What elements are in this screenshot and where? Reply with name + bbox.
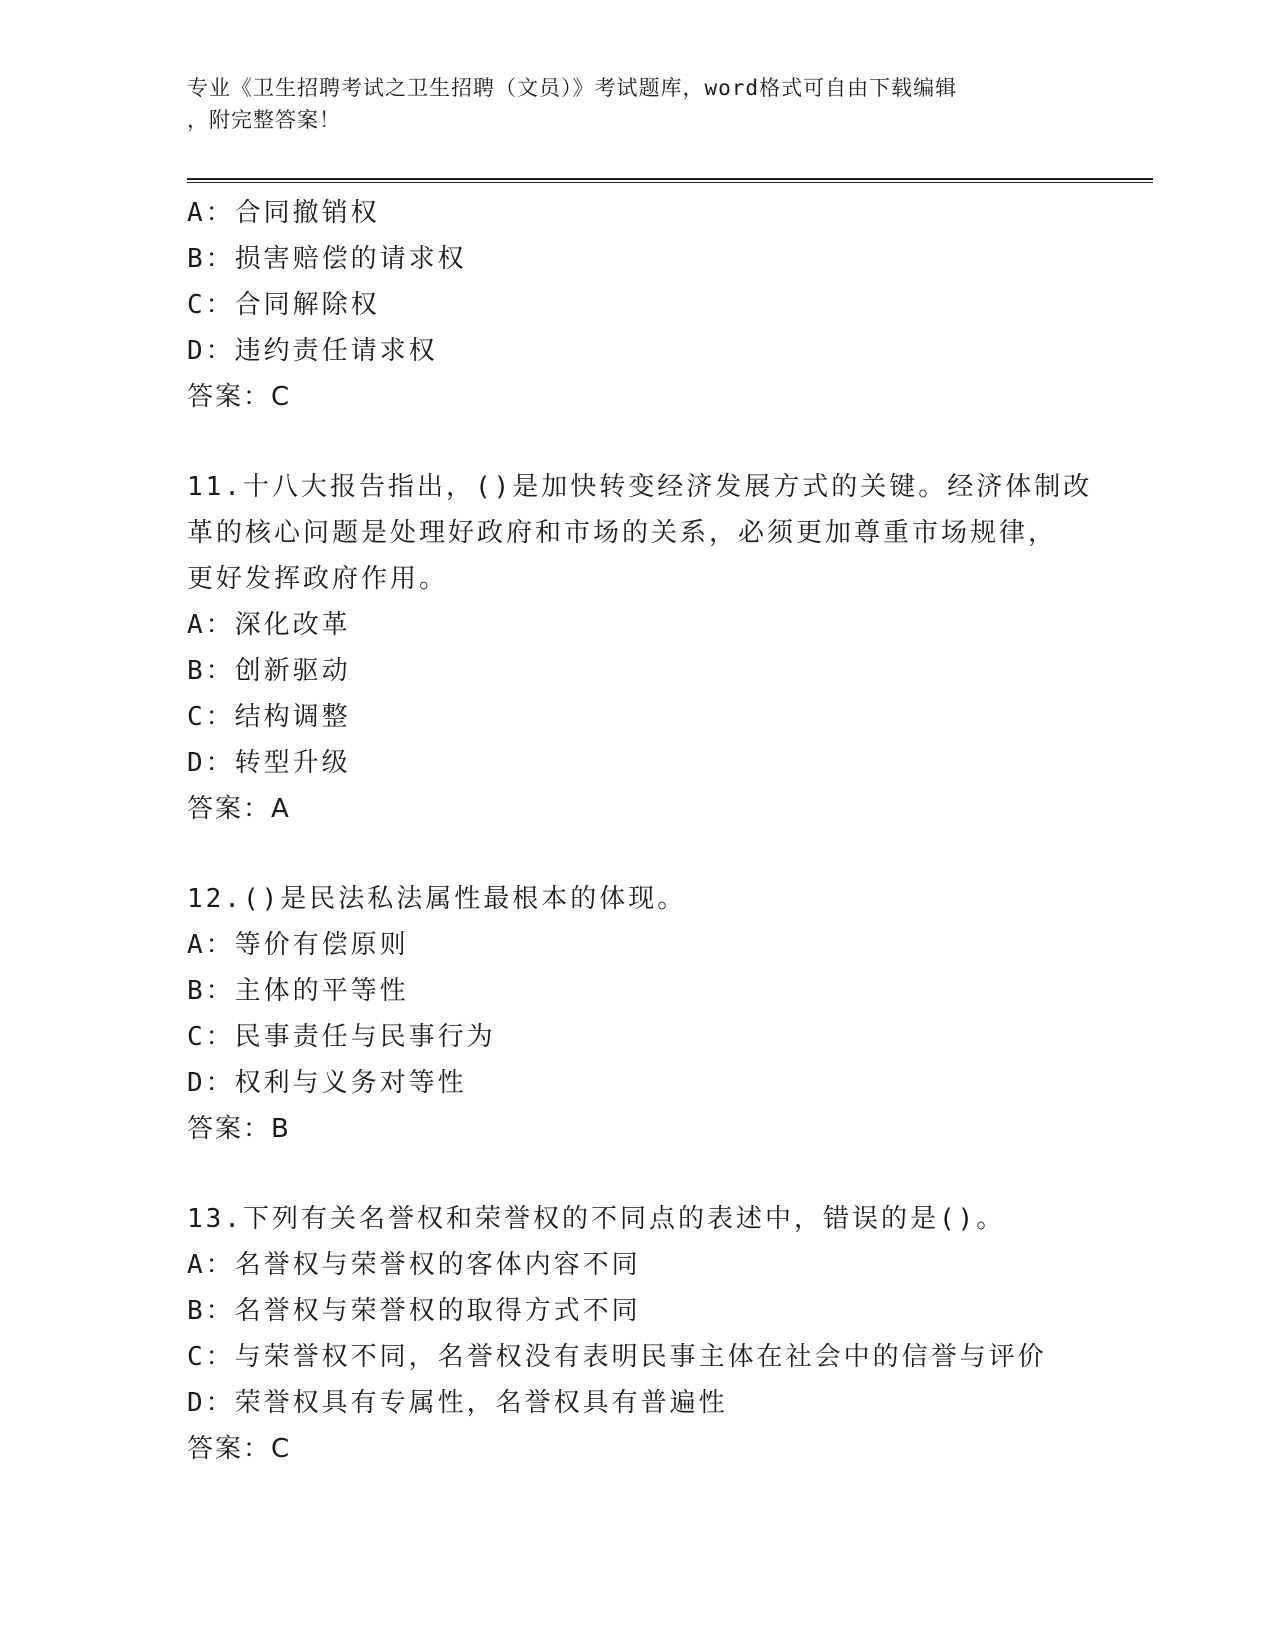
- answer-line: 答案：C: [187, 1434, 292, 1464]
- option-a: A：等价有偿原则: [187, 930, 409, 960]
- question-stem: 革的核心问题是处理好政府和市场的关系，必须更加尊重市场规律，: [187, 518, 1058, 548]
- header-divider-thin: [187, 182, 1153, 183]
- document-header: [187, 72, 1087, 136]
- option-c: C：与荣誉权不同，名誉权没有表明民事主体在社会中的信誉与评价: [187, 1342, 1047, 1372]
- option-d: D：转型升级: [187, 748, 351, 778]
- option-c: C：民事责任与民事行为: [187, 1022, 496, 1052]
- question-13: [187, 1196, 1087, 1472]
- question-12: [187, 876, 1087, 1152]
- answer-line: 答案：A: [187, 794, 291, 824]
- answer-line: 答案：C: [187, 382, 292, 412]
- option-d: D：权利与义务对等性: [187, 1068, 467, 1098]
- header-line-1: 专业《卫生招聘考试之卫生招聘（文员）》考试题库，word格式可自由下载编辑: [187, 76, 958, 100]
- option-c: C：结构调整: [187, 702, 351, 732]
- option-a: A：深化改革: [187, 610, 351, 640]
- spacer: [187, 420, 1087, 464]
- option-b: B：损害赔偿的请求权: [187, 244, 467, 274]
- question-stem: 13.下列有关名誉权和荣誉权的不同点的表述中，错误的是()。: [187, 1204, 1006, 1234]
- option-a: A：名誉权与荣誉权的客体内容不同: [187, 1250, 641, 1280]
- option-d: D：荣誉权具有专属性，名誉权具有普遍性: [187, 1388, 728, 1418]
- question-list: [187, 190, 1093, 1472]
- option-d: D：违约责任请求权: [187, 336, 438, 366]
- header-divider: [187, 178, 1153, 180]
- header-line-2: ，附完整答案！: [187, 108, 341, 132]
- question-10: [187, 190, 1087, 420]
- option-a: A：合同撤销权: [187, 198, 380, 228]
- option-b: B：创新驱动: [187, 656, 351, 686]
- question-stem: 更好发挥政府作用。: [187, 564, 449, 594]
- option-b: B：主体的平等性: [187, 976, 409, 1006]
- spacer: [187, 1152, 1087, 1196]
- spacer: [187, 832, 1087, 876]
- question-stem: 12.()是民法私法属性最根本的体现。: [187, 884, 687, 914]
- answer-line: 答案：B: [187, 1114, 291, 1144]
- option-b: B：名誉权与荣誉权的取得方式不同: [187, 1296, 641, 1326]
- option-c: C：合同解除权: [187, 290, 380, 320]
- question-11: [187, 464, 1093, 832]
- question-stem: 11.十八大报告指出，()是加快转变经济发展方式的关键。经济体制改: [187, 472, 1093, 502]
